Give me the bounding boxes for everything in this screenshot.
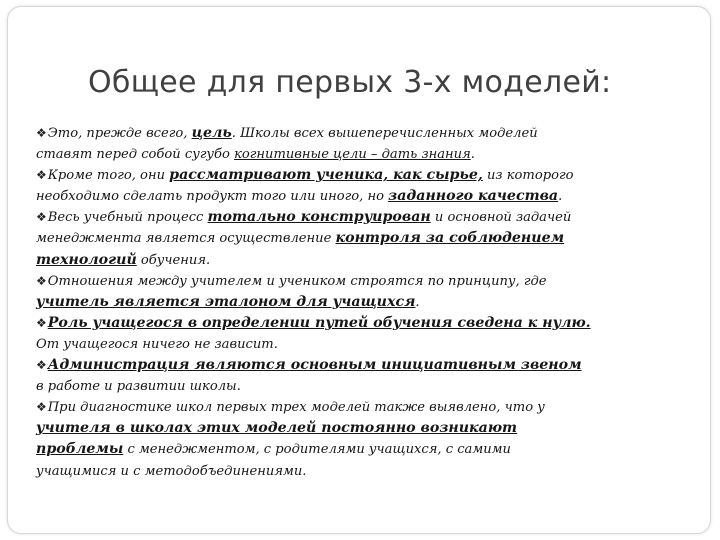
- item-emphasis: учителя в школах этих моделей постоянно возникают проблемы: [36, 420, 518, 458]
- diamond-bullet-icon: ❖: [36, 400, 47, 415]
- item-underlined: когнитивные цели – дать знания: [234, 147, 471, 163]
- item-text: Это, прежде всего,: [47, 126, 192, 141]
- item-text: .: [558, 189, 563, 205]
- item-text: .: [415, 294, 420, 310]
- item-emphasis: заданного качества: [388, 188, 559, 205]
- item-text: При диагностике школ первых трех моделей также выявлено, что у: [47, 400, 545, 416]
- item-emphasis: рассматривают ученика, как сырье,: [169, 167, 483, 184]
- diamond-bullet-icon: ❖: [36, 273, 47, 288]
- item-text: в работе и развитии школы.: [36, 379, 241, 395]
- item-text: .: [470, 147, 475, 163]
- item-text: обучения.: [136, 252, 211, 268]
- bullet-item-2: [36, 165, 592, 207]
- item-text: От учащегося ничего не зависит.: [36, 336, 278, 352]
- item-emphasis: Администрация являются основным инициативным звеном: [47, 357, 582, 374]
- item-emphasis: Роль учащегося в определении путей обучения сведена к нулю.: [47, 314, 591, 331]
- slide-title: Общее для первых 3-х моделей:: [88, 65, 612, 100]
- bullet-item-7: [36, 397, 592, 481]
- diamond-bullet-icon: ❖: [36, 168, 47, 183]
- diamond-bullet-icon: ❖: [36, 315, 47, 330]
- diamond-bullet-icon: ❖: [36, 126, 47, 140]
- item-text: Весь учебный процесс: [47, 210, 208, 226]
- item-emphasis: учитель является эталоном для учащихся: [36, 293, 416, 310]
- bullet-item-6: [36, 355, 592, 397]
- item-text: Кроме того, они: [47, 168, 170, 184]
- bullet-item-4: [36, 271, 592, 313]
- item-emphasis: тотально конструирован: [207, 209, 431, 226]
- bullet-item-1: [36, 123, 592, 165]
- diamond-bullet-icon: ❖: [36, 358, 47, 373]
- item-text: . Школы всех вышеперечисленных моделей ставят перед собой сугубо: [36, 126, 538, 163]
- slide-body: [36, 123, 592, 482]
- bullet-item-3: [36, 207, 592, 270]
- item-text: Отношения между учителем и учеником строятся по принципу, где: [47, 273, 547, 289]
- item-emphasis: контроля за соблюдением технологий: [36, 230, 565, 268]
- item-text: из которого необходимо сделать продукт того или иного, но: [36, 168, 574, 205]
- item-text: с менеджментом, с родителями учащихся, с самими учащимися и с методобъединениями.: [36, 442, 511, 479]
- diamond-bullet-icon: ❖: [36, 210, 47, 225]
- item-emphasis: цель: [191, 125, 232, 141]
- bullet-item-5: [36, 313, 592, 355]
- item-text: и основной задачей менеджмента является осуществление: [36, 210, 572, 247]
